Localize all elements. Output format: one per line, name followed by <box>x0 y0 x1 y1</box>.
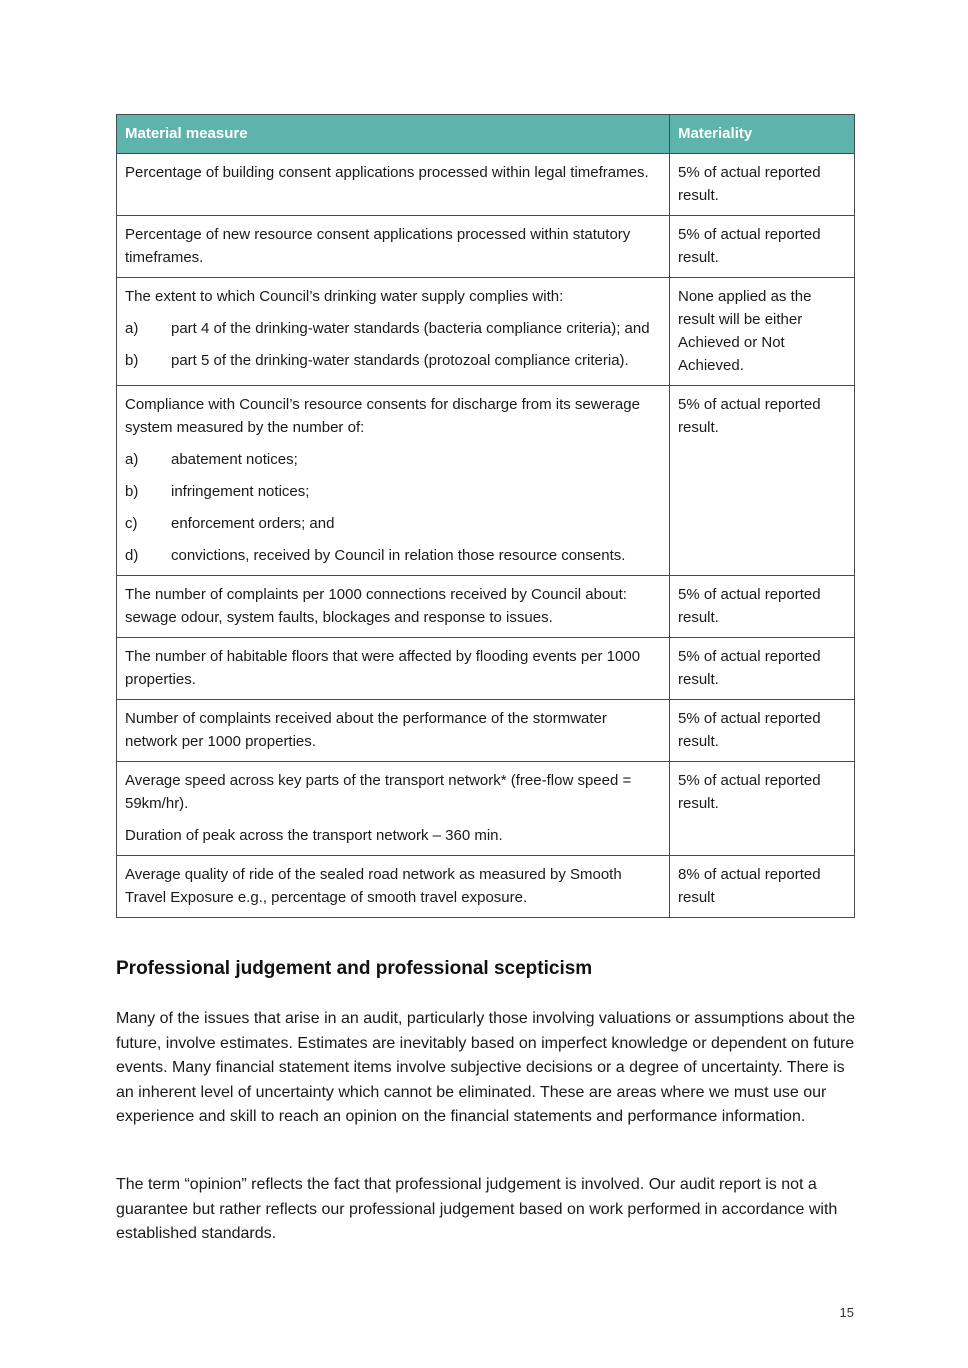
list-marker: b) <box>125 483 139 500</box>
header-materiality: Materiality <box>670 115 855 154</box>
measure-cell <box>117 216 670 278</box>
measure-cell <box>117 762 670 856</box>
table-body <box>117 154 855 918</box>
list-marker: a) <box>125 320 139 337</box>
materiality-cell: 5% of actual reported result. <box>670 762 855 856</box>
materiality-cell: 5% of actual reported result. <box>670 386 855 576</box>
measure-sub-list <box>125 448 661 567</box>
table-row <box>117 278 855 386</box>
materiality-cell: 5% of actual reported result. <box>670 638 855 700</box>
list-item-text: convictions, received by Council in relation those resource consents. <box>171 547 626 564</box>
list-item-text: infringement notices; <box>171 483 310 500</box>
body-paragraph: The term “opinion” reflects the fact that professional judgement is involved. Our audit report is not a guarantee but rather reflects our professional judgement based on work performed in accordance with established standards. <box>116 1176 838 1242</box>
section-heading: Professional judgement and professional scepticism <box>116 958 593 979</box>
measure-text <box>125 769 661 847</box>
list-item-text: part 5 of the drinking-water standards (protozoal compliance criteria). <box>171 352 629 369</box>
measure-cell <box>117 856 670 918</box>
body-paragraph: Many of the issues that arise in an audit, particularly those involving valuations or assumptions about the future, involve estimates. Estimates are inevitably based on imperfect knowledge or dependent on future events. Many financial statement items involve subjective decisions or a degree of uncertainty. There is an inherent level of uncertainty which cannot be eliminated. These are areas where we must use our experience and skill to reach an opinion on the financial statements and performance information. <box>116 1010 856 1125</box>
measure-sub-list <box>125 317 661 372</box>
measure-cell <box>117 700 670 762</box>
measure-paragraph: Average quality of ride of the sealed road network as measured by Smooth Travel Exposure e.g., percentage of smooth travel exposure. <box>125 866 622 906</box>
list-item-text: abatement notices; <box>171 451 298 468</box>
measure-paragraph: The number of complaints per 1000 connections received by Council about: sewage odour, system faults, blockages and response to issues. <box>125 586 627 626</box>
measure-cell <box>117 576 670 638</box>
list-marker: b) <box>125 352 139 369</box>
list-item <box>125 480 661 503</box>
measure-cell <box>117 154 670 216</box>
measure-text <box>125 161 661 184</box>
table-row <box>117 386 855 576</box>
measure-paragraph: Number of complaints received about the performance of the stormwater network per 1000 properties. <box>125 710 607 750</box>
table-row <box>117 576 855 638</box>
materiality-cell: 5% of actual reported result. <box>670 700 855 762</box>
table-row <box>117 700 855 762</box>
measure-text <box>125 393 661 567</box>
table-header-row <box>117 115 855 154</box>
measure-paragraph: The number of habitable floors that were affected by flooding events per 1000 properties. <box>125 648 641 688</box>
measure-paragraph: Average speed across key parts of the transport network* (free-flow speed = 59km/hr). <box>125 772 632 812</box>
list-item-text: part 4 of the drinking-water standards (bacteria compliance criteria); and <box>171 320 650 337</box>
measure-paragraph: Percentage of building consent applications processed within legal timeframes. <box>125 164 649 181</box>
measure-text <box>125 863 661 909</box>
list-marker: d) <box>125 547 139 564</box>
list-item <box>125 349 661 372</box>
list-marker: a) <box>125 451 139 468</box>
materiality-cell: None applied as the result will be either Achieved or Not Achieved. <box>670 278 855 386</box>
materiality-cell: 5% of actual reported result. <box>670 576 855 638</box>
page-number: 15 <box>839 1305 854 1320</box>
measure-paragraph: Compliance with Council’s resource consents for discharge from its sewerage system measured by the number of: <box>125 396 640 436</box>
measure-paragraph: Duration of peak across the transport network – 360 min. <box>125 827 503 844</box>
header-material-measure: Material measure <box>117 115 670 154</box>
list-item <box>125 448 661 471</box>
measure-paragraph: Percentage of new resource consent applications processed within statutory timeframes. <box>125 226 631 266</box>
measure-paragraph: The extent to which Council’s drinking water supply complies with: <box>125 288 564 305</box>
list-marker: c) <box>125 515 138 532</box>
measure-cell <box>117 386 670 576</box>
measure-text <box>125 285 661 372</box>
list-item-text: enforcement orders; and <box>171 515 335 532</box>
materiality-table <box>116 114 855 918</box>
measure-cell <box>117 638 670 700</box>
table-row <box>117 856 855 918</box>
materiality-cell: 5% of actual reported result. <box>670 154 855 216</box>
materiality-cell: 5% of actual reported result. <box>670 216 855 278</box>
table-row <box>117 216 855 278</box>
measure-text <box>125 223 661 269</box>
list-item <box>125 512 661 535</box>
table-row <box>117 638 855 700</box>
measure-text <box>125 645 661 691</box>
table-row <box>117 154 855 216</box>
list-item <box>125 544 661 567</box>
table-row <box>117 762 855 856</box>
measure-text <box>125 583 661 629</box>
measure-text <box>125 707 661 753</box>
materiality-cell: 8% of actual reported result <box>670 856 855 918</box>
list-item <box>125 317 661 340</box>
measure-cell <box>117 278 670 386</box>
